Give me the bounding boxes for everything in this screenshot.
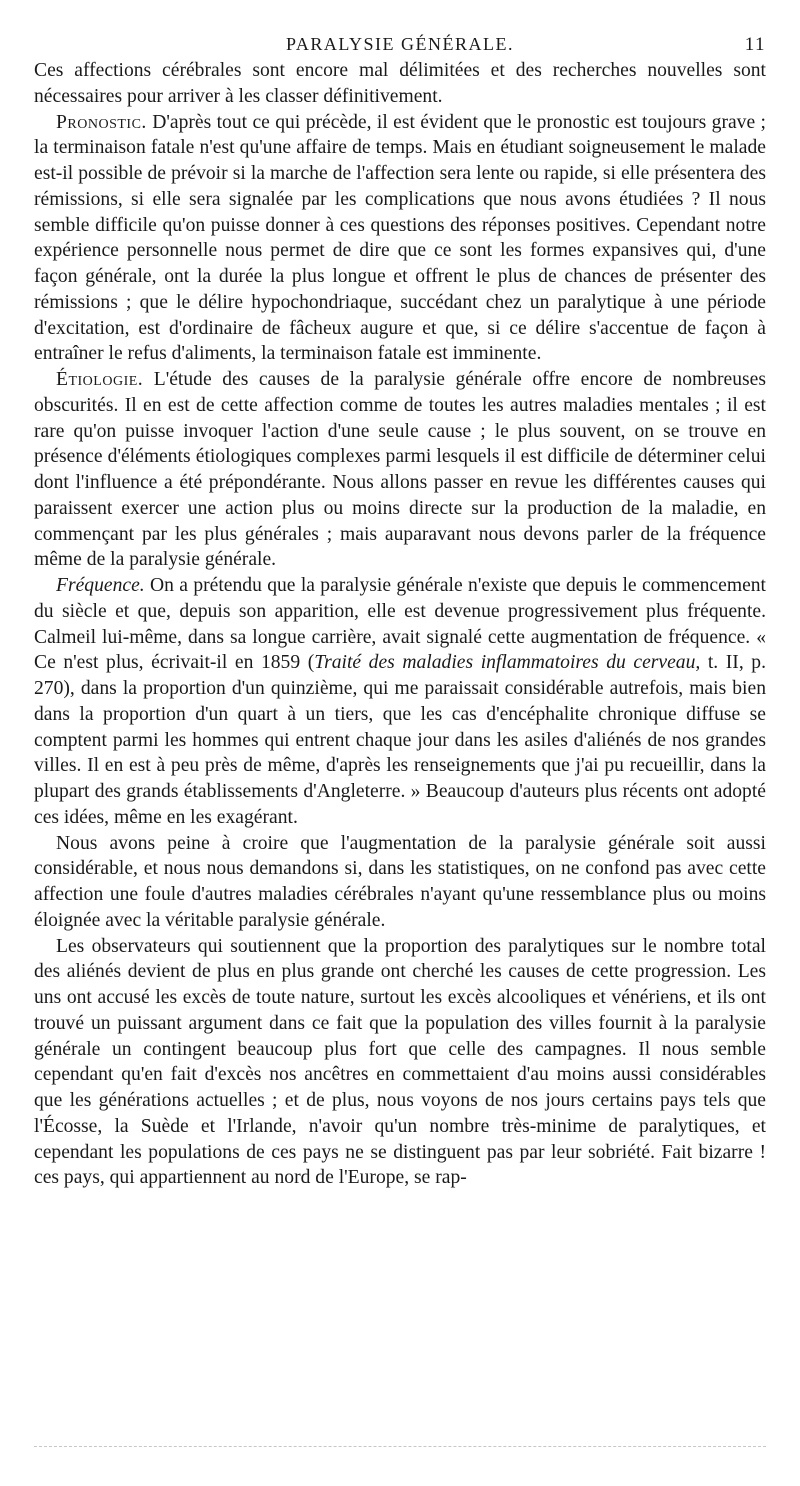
book-page xyxy=(34,30,766,1191)
paragraph-text: Les observateurs qui soutiennent que la proportion des paralytiques sur le nombre total des aliénés devient de plus en plus grande ont cherché les causes de cette progression. Les uns ont accusé les excès de toute nature, surtout les excès alcooliques et vénériens, et ils ont trouvé un puissant argument dans ce fait que la population des villes fournit à la paralysie générale un contingent beaucoup plus fort que celle des campagnes. Il nous semble cependant qu'en fait d'excès nos ancêtres en commettaient d'au moins aussi considérables que les générations actuelles ; et de plus, nous voyons de nos jours certains pays tels que l'Écosse, la Suède et l'Irlande, n'avoir qu'un nombre très-minime de paralytiques, et cependant les populations de ces pays ne se distinguent pas par leur sobriété. Fait bizarre ! ces pays, qui appartiennent au nord de l'Europe, se rap- xyxy=(34,935,766,1189)
paragraph-text: D'après tout ce qui précède, il est évident que le pronostic est toujours grave ; la terminaison fatale n'est qu'une affaire de temps. Mais en étudiant soigneusement le malade est-il possible de prévoir si la marche de l'affection sera lente ou rapide, si elle présentera des rémissions, si elle sera signalée par les complications que nous avons étudiées ? Il nous semble difficile qu'on puisse donner à ces questions des réponses positives. Cependant notre expérience personnelle nous permet de dire que ce sont les formes expansives qui, d'une façon générale, ont la durée la plus longue et offrent le plus de chances de présenter des rémissions ; que le délire hypochondriaque, succédant chez un paralytique à une période d'excitation, est d'ordinaire de fâcheux augure et que, si ce délire s'accentue de façon à entraîner le refus d'aliments, la terminaison fatale est imminente. xyxy=(34,111,766,365)
body-text xyxy=(34,58,766,1191)
paragraph-text: L'étude des causes de la paralysie générale offre encore de nombreuses obscurités. Il en est de cette affection comme de toutes les autres maladies mentales ; il est rare qu'on puisse invoquer l'action d'une seule cause ; le plus souvent, on se trouve en présence d'éléments étiologiques complexes parmi lesquels il est difficile de déterminer celui dont l'influence a été prépondérante. Nous allons passer en revue les différentes causes qui paraissent exercer une action plus ou moins directe sur la production de la maladie, en commençant par les plus générales ; mais auparavant nous devons parler de la fréquence même de la paralysie générale. xyxy=(34,369,766,571)
section-heading-etiologie: Étiologie. xyxy=(56,369,144,390)
section-heading-pronostic: Pronostic. xyxy=(56,111,147,133)
paragraph-continuation xyxy=(34,58,766,110)
paragraph-etiologie xyxy=(34,367,766,573)
paragraph-augmentation xyxy=(34,831,766,934)
running-title: PARALYSIE GÉNÉRALE. xyxy=(285,34,515,54)
paragraph-text: t. II, p. 270), dans la proportion d'un quinzième, qui me paraissait considérable autrefois, mais bien dans la proportion d'un quart à un tiers, que les cas d'encéphalite chronique diffuse se comptent parmi les hommes qui entrent chaque jour dans les asiles d'aliénés de nos grandes villes. Il en est à peu près de même, d'après les renseignements que j'ai pu recueillir, dans la plupart des grands établissements d'Angleterre. » Beaucoup d'auteurs plus récents ont adopté ces idées, même en les exagérant. xyxy=(34,652,767,828)
paragraph-text: On a prétendu que la paralysie générale n'existe que depuis le commencement du siècle et que, depuis son apparition, elle est devenue progressivement plus fréquente. Calmeil lui-même, dans sa longue carrière, avait signalé cette augmentation de fréquence. « Ce n'est plus, écrivait-il en 1859 ( xyxy=(34,575,767,674)
running-head xyxy=(34,30,766,58)
paragraph-text: Nous avons peine à croire que l'augmentation de la paralysie générale soit aussi considérable, et nous nous demandons si, dans les statistiques, on ne confond pas avec cette affection une foule d'autres maladies cérébrales n'ayant qu'une ressemblance plus ou moins éloignée avec la véritable paralysie générale. xyxy=(34,832,766,931)
paragraph-text: Ces affections cérébrales sont encore mal délimitées et des recherches nouvelles sont nécessaires pour arriver à les classer définitivement. xyxy=(34,60,766,107)
paragraph-frequence xyxy=(34,573,766,831)
section-heading-frequence: Fréquence. xyxy=(56,575,145,596)
citation-title: Traité des maladies inflammatoires du cerveau, xyxy=(314,652,701,674)
page-number: 11 xyxy=(744,34,766,55)
paragraph-observateurs xyxy=(34,934,766,1192)
paragraph-pronostic xyxy=(34,110,766,368)
footer-bleed-through xyxy=(34,1446,766,1447)
